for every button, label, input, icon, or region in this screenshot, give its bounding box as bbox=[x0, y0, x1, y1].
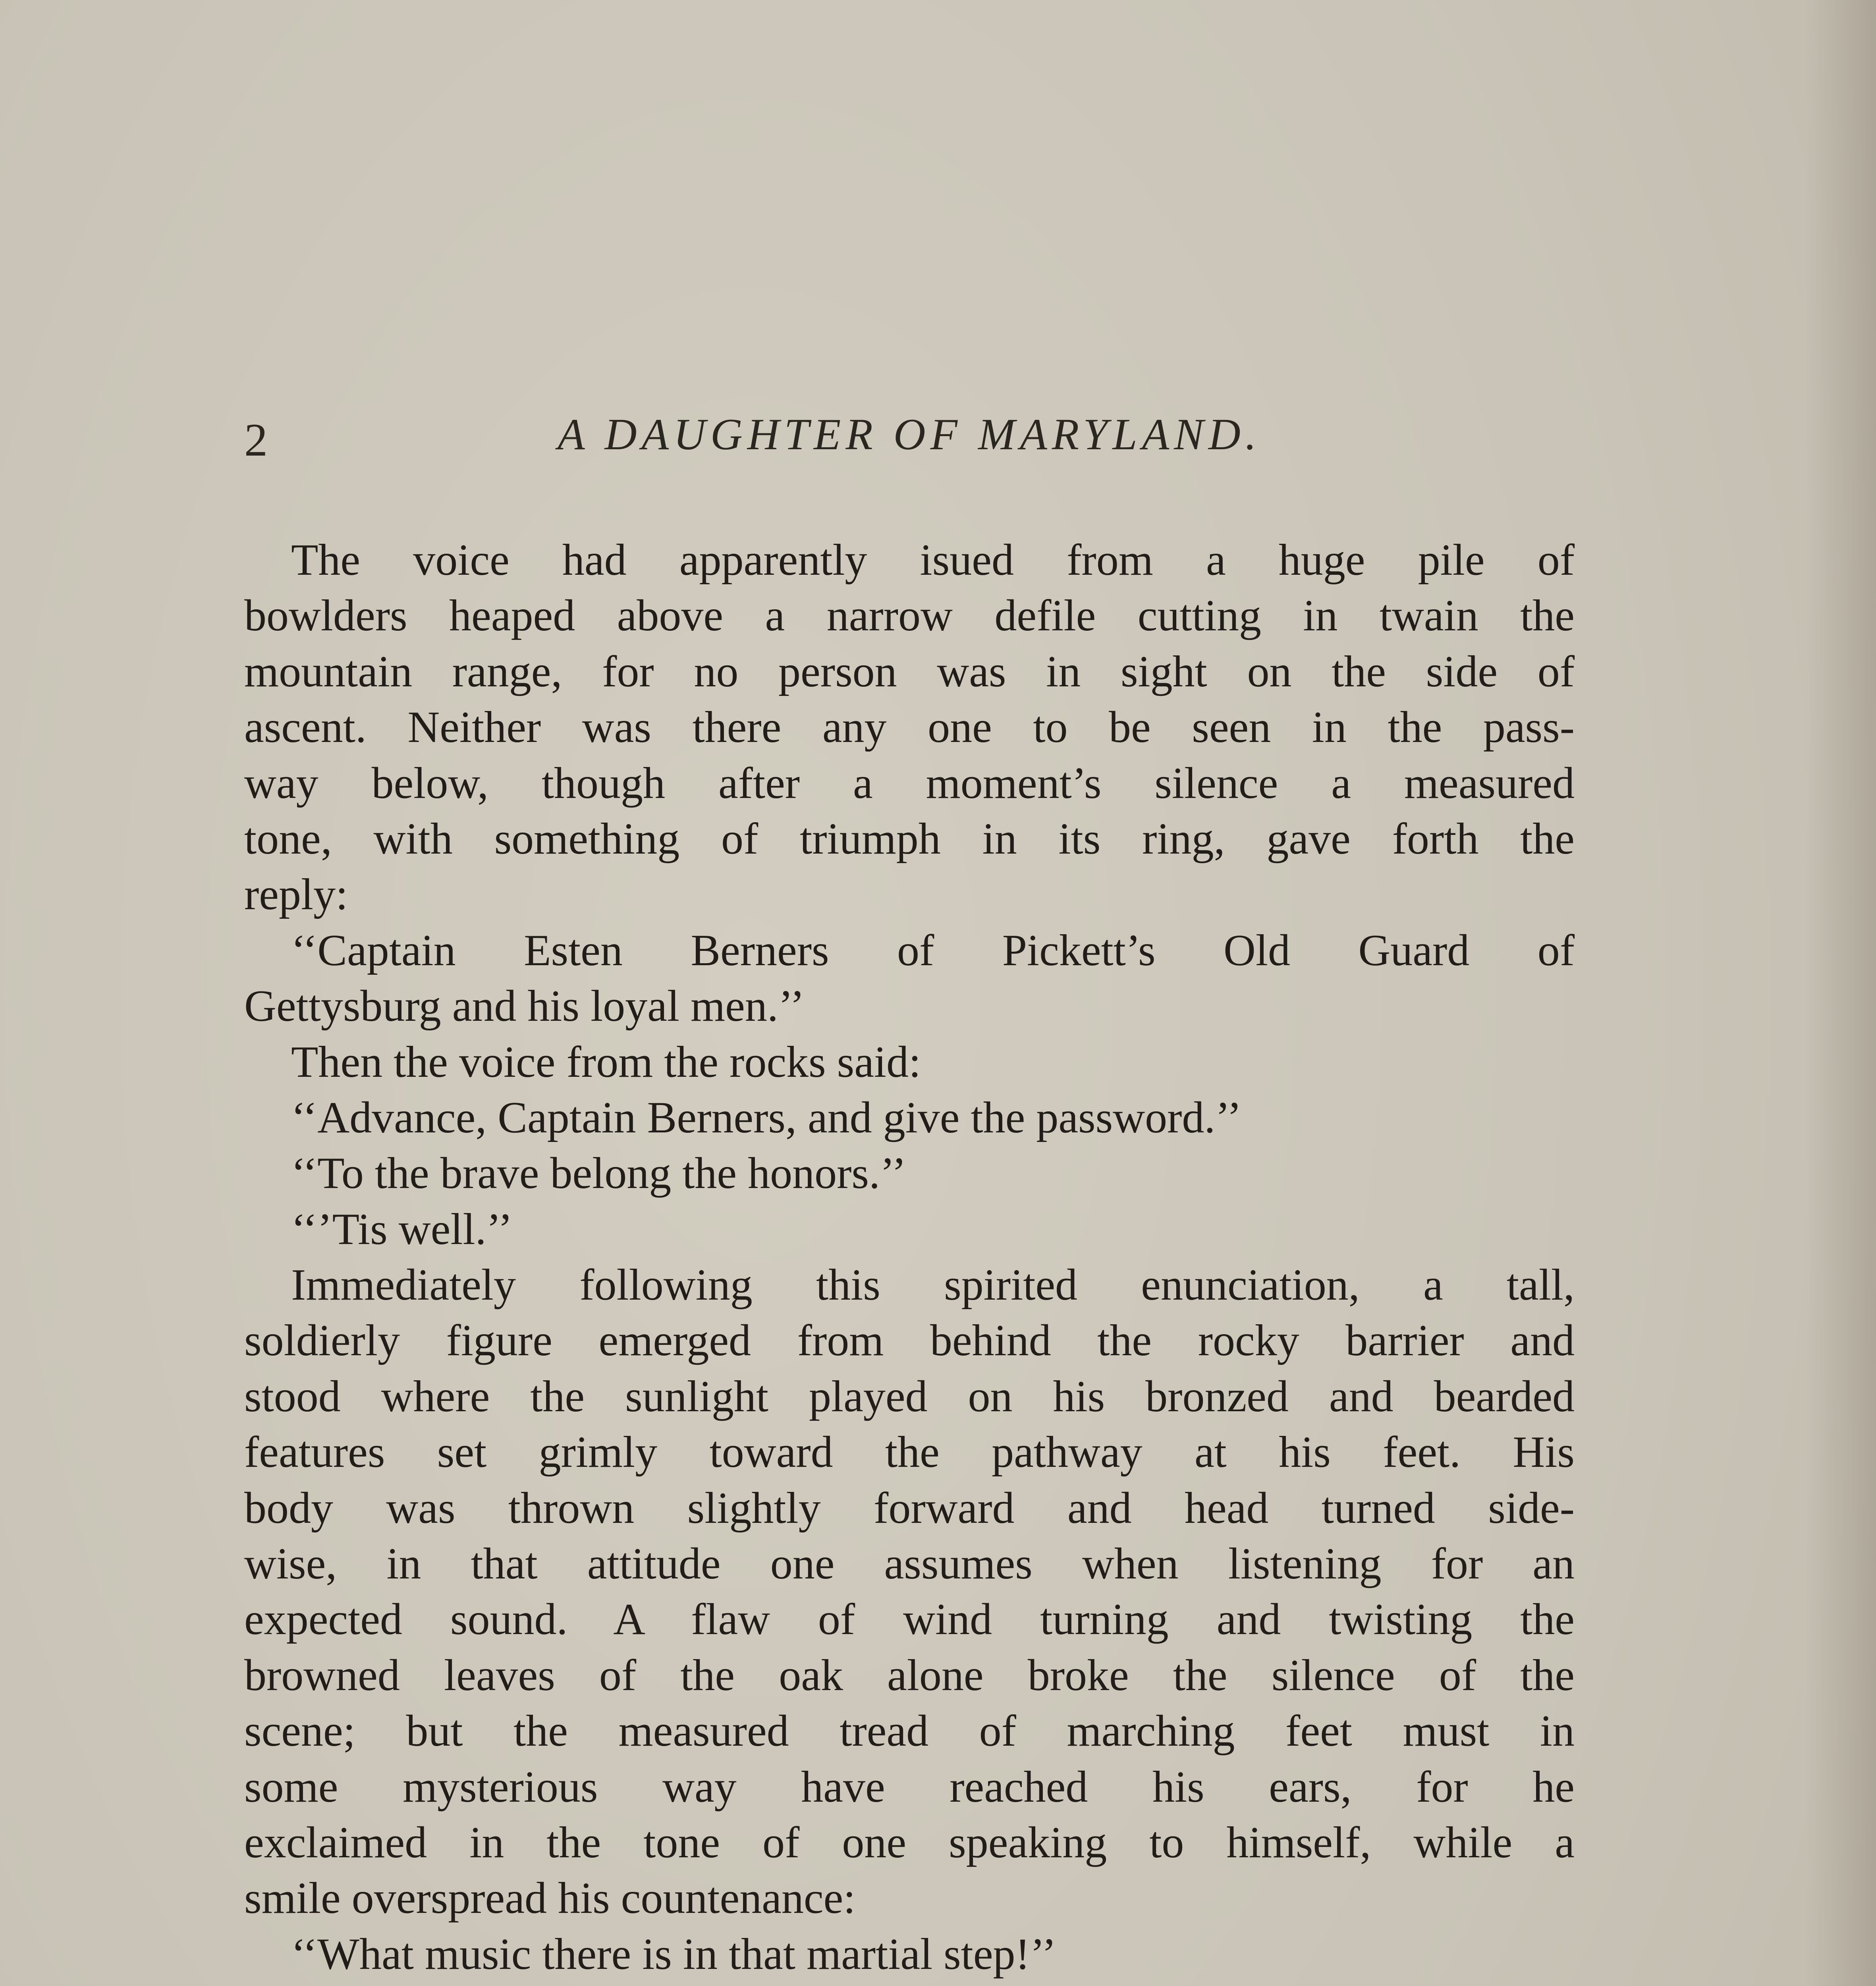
text-line: way below, though after a moment’s silence a measured bbox=[244, 758, 1575, 808]
text-line: soldierly figure emerged from behind the rocky barrier and bbox=[244, 1316, 1575, 1366]
text-line bbox=[244, 1982, 1575, 1986]
text-line: The voice had apparently isued from a huge pile of bbox=[291, 535, 1575, 585]
text-line: stood where the sunlight played on his bronzed and bearded bbox=[244, 1372, 1575, 1421]
text-line: reply: bbox=[244, 870, 348, 920]
text-line: ‘‘To the brave belong the honors.’’ bbox=[291, 1149, 907, 1198]
text-line: expected sound. A flaw of wind turning and twisting the bbox=[244, 1595, 1575, 1644]
text-line: body was thrown slightly forward and head turned side- bbox=[244, 1483, 1575, 1533]
text-line: features set grimly toward the pathway at his feet. His bbox=[244, 1428, 1575, 1477]
page-number: 2 bbox=[244, 414, 268, 466]
text-line: Gettysburg and his loyal men.’’ bbox=[244, 981, 805, 1031]
text-line: browned leaves of the oak alone broke the silence of the bbox=[244, 1650, 1575, 1700]
text-line: Then the voice from the rocks said: bbox=[291, 1037, 921, 1087]
text-line: ‘‘Captain Esten Berners of Pickett’s Old Guard of bbox=[291, 925, 1575, 975]
page-header bbox=[244, 409, 1575, 481]
text-line: tone, with something of triumph in its ring, gave forth the bbox=[244, 814, 1575, 864]
text-line: Immediately following this spirited enunciation, a tall, bbox=[291, 1260, 1575, 1310]
text-line: ascent. Neither was there any one to be seen in the pass- bbox=[244, 703, 1575, 752]
text-line: smile overspread his countenance: bbox=[244, 1874, 856, 1923]
text-line: ‘‘What music there is in that martial step!’’ bbox=[291, 1929, 1057, 1979]
text-line: wise, in that attitude one assumes when listening for an bbox=[244, 1539, 1575, 1589]
text-line: ‘‘Advance, Captain Berners, and give the password.’’ bbox=[291, 1093, 1242, 1142]
text-line: bowlders heaped above a narrow defile cutting in twain the bbox=[244, 591, 1575, 641]
text-line: ‘‘’Tis well.’’ bbox=[291, 1204, 513, 1254]
text-line: exclaimed in the tone of one speaking to himself, while a bbox=[244, 1818, 1575, 1867]
body-text bbox=[244, 532, 1575, 1986]
running-title: A DAUGHTER OF MARYLAND. bbox=[558, 410, 1261, 459]
text-line: mountain range, for no person was in sight on the side of bbox=[244, 647, 1575, 696]
text-line: some mysterious way have reached his ears, for he bbox=[244, 1762, 1575, 1812]
text-line: scene; but the measured tread of marching feet must in bbox=[244, 1706, 1575, 1756]
